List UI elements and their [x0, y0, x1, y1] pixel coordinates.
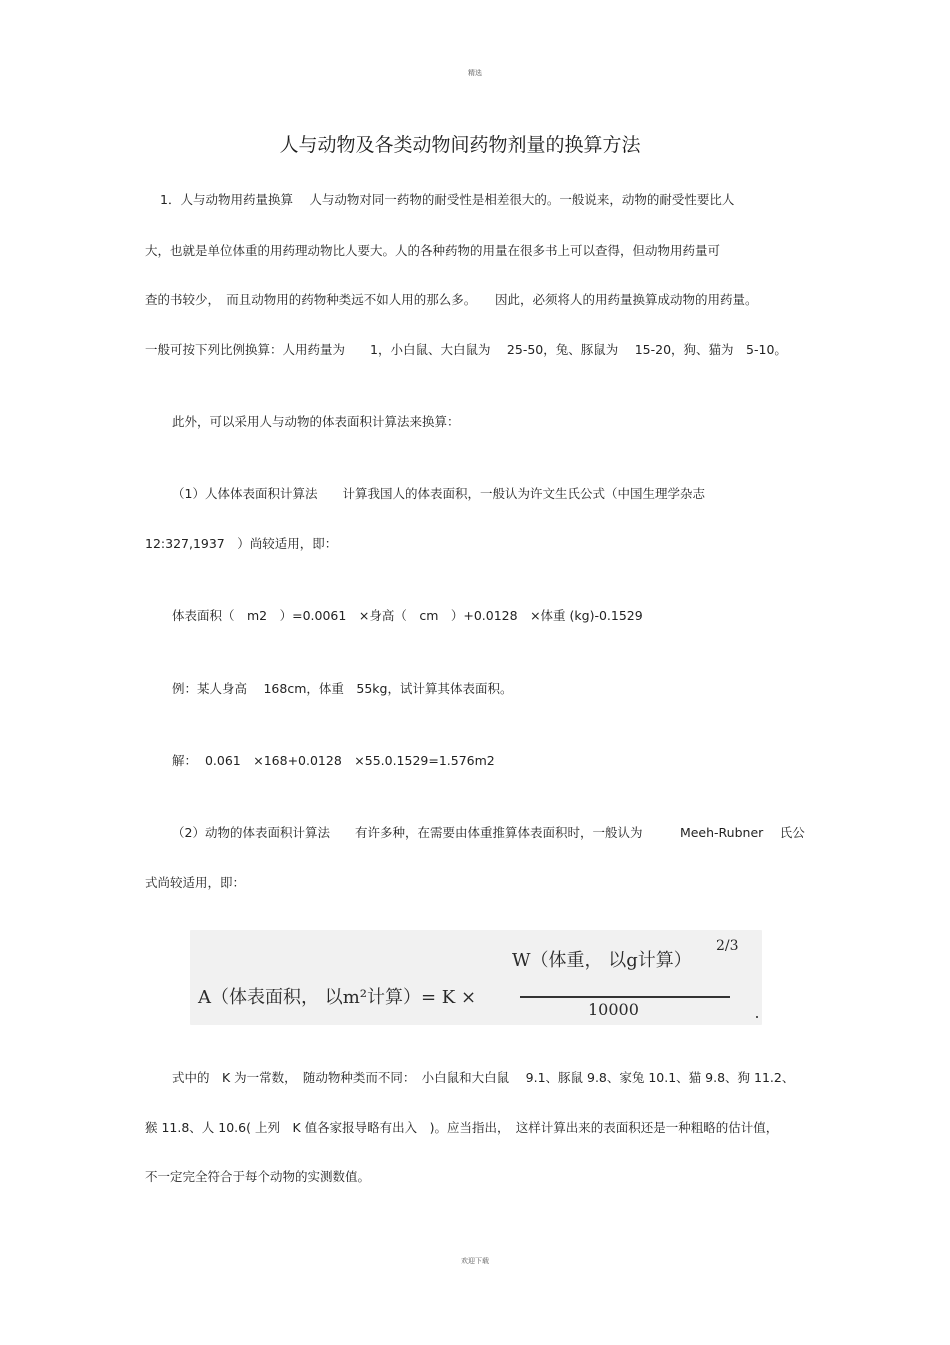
paragraph-line: 猴 11.8、人 10.6( 上列 K 值各家报导略有出入 )。应当指出， 这样计算出来的表面积还是一种粗略的估计值， [145, 1120, 779, 1135]
formula-denominator: 10000 [588, 1000, 639, 1019]
example-line: 例：某人身高 168cm，体重 55kg，试计算其体表面积。 [172, 681, 513, 696]
paragraph-line: 12:327,1937 ）尚较适用，即： [145, 536, 338, 551]
formula-exponent: 2/3 [716, 938, 739, 954]
formula-lhs: A（体表面积， 以m²计算）= K × [198, 987, 477, 1008]
formula-image [190, 930, 762, 1025]
page-title: 人与动物及各类动物间药物剂量的换算方法 [279, 134, 641, 156]
scan-dot [756, 1016, 758, 1018]
paragraph-line: 不一定完全符合于每个动物的实测数值。 [145, 1169, 371, 1184]
paragraph-line: 查的书较少， 而且动物用的药物种类远不如人用的那么多。 因此，必须将人的用药量换算成动物的用药量。 [145, 292, 758, 307]
page-footer-label: 欢迎下载 [461, 1257, 489, 1265]
paragraph-line: 1．人与动物用药量换算 人与动物对同一药物的耐受性是相差很大的。一般说来，动物的耐受性要比人 [160, 192, 735, 207]
paragraph-line: （2）动物的体表面积计算法 有许多种，在需要由体重推算体表面积时，一般认为 Meeh-Rubner 氏公 [172, 825, 805, 840]
formula-line: 体表面积（ m2 ）=0.0061 ×身高（ cm ）+0.0128 ×体重 (kg)-0.1529 [172, 608, 643, 623]
paragraph-line: 式中的 K 为一常数， 随动物种类而不同： 小白鼠和大白鼠 9.1、豚鼠 9.8、家兔 10.1、猫 9.8、狗 11.2、 [172, 1070, 795, 1085]
page-header-label: 精选 [468, 69, 482, 77]
formula-numerator: W（体重， 以g计算） [512, 950, 692, 971]
fraction-bar [520, 996, 730, 998]
paragraph-line: 此外，可以采用人与动物的体表面积计算法来换算： [172, 414, 460, 429]
paragraph-line: 大，也就是单位体重的用药理动物比人要大。人的各种药物的用量在很多书上可以查得，但动物用药量可 [145, 243, 721, 258]
solution-line: 解： 0.061 ×168+0.0128 ×55.0.1529=1.576m2 [172, 753, 495, 768]
paragraph-line: （1）人体体表面积计算法 计算我国人的体表面积，一般认为许文生氏公式（中国生理学杂志 [172, 486, 705, 501]
paragraph-line: 一般可按下列比例换算：人用药量为 1，小白鼠、大白鼠为 25-50，兔、豚鼠为 15-20，狗、猫为 5-10。 [145, 342, 787, 357]
paragraph-line: 式尚较适用，即： [145, 875, 246, 890]
